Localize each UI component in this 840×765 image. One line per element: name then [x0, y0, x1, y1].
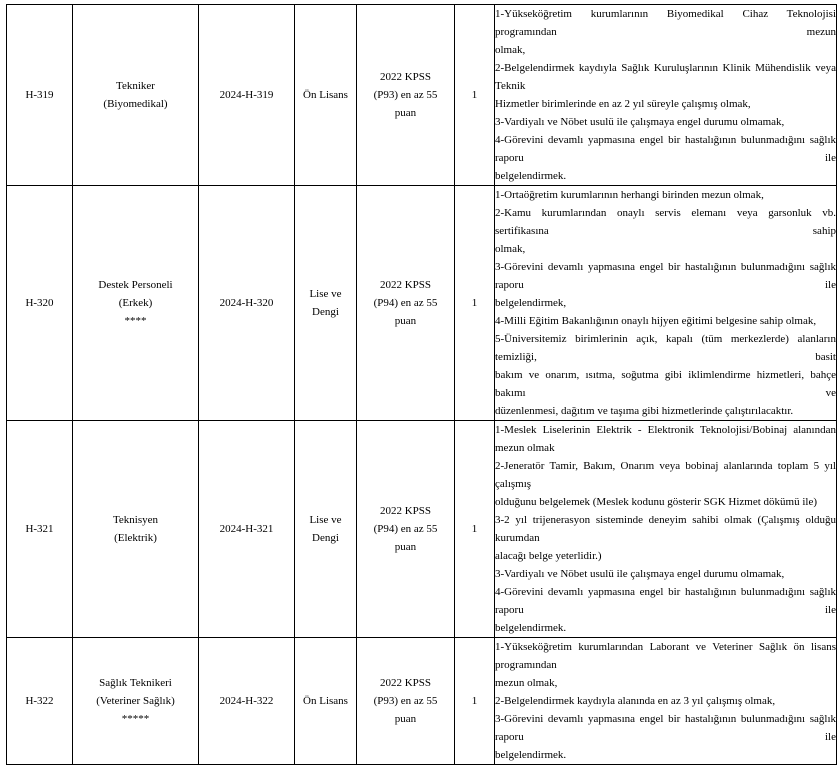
position-title: [73, 421, 199, 638]
position-note-stars: *****: [121, 713, 150, 725]
education-level-text: Ön Lisans: [303, 695, 348, 707]
requirement-line: belgelendirmek.: [495, 622, 567, 634]
requirement-line: mezun olmak,: [495, 677, 558, 689]
requirement-line: belgelendirmek,: [495, 297, 567, 309]
requirement-line: belgelendirmek.: [495, 170, 567, 182]
requirements: [495, 421, 837, 638]
kpss-line: puan: [394, 713, 417, 725]
reference-number: [199, 421, 295, 638]
requirement-line: belgelendirmek.: [495, 749, 567, 761]
kpss-line: puan: [394, 541, 417, 553]
reference-number: [199, 186, 295, 421]
position-title-line: Teknisyen: [112, 514, 159, 526]
education-level: [295, 638, 357, 765]
kpss-line: (P93) en az 55: [373, 695, 438, 707]
kpss-line: puan: [394, 315, 417, 327]
quota-count-text: 1: [471, 297, 478, 309]
kpss-line: 2022 KPSS: [379, 279, 432, 291]
quota-count: [455, 186, 495, 421]
requirement-line: Hizmetler birimlerinde en az 2 yıl süreyle çalışmış olmak,: [495, 98, 751, 110]
requirement-line: 2-Belgelendirmek kaydıyla Sağlık Kuruluşlarının Klinik Mühendislik veya Teknik: [495, 62, 836, 92]
requirements: [495, 638, 837, 765]
requirement-line: 4-Milli Eğitim Bakanlığının onaylı hijyen eğitimi belgesine sahip olmak,: [495, 315, 817, 327]
quota-count-text: 1: [471, 695, 478, 707]
position-title-line: Sağlık Teknikeri: [99, 677, 172, 689]
kpss-line: 2022 KPSS: [379, 71, 432, 83]
position-code-text: H-322: [25, 695, 54, 707]
requirement-line: 5-Üniversitemiz birimlerinin açık, kapalı (tüm merkezlerde) alanların temizliği, basit: [495, 333, 836, 363]
position-title-line: (Biyomedikal): [103, 98, 168, 110]
position-title: [73, 186, 199, 421]
kpss-line: (P93) en az 55: [373, 89, 438, 101]
kpss-line: (P94) en az 55: [373, 523, 438, 535]
position-title-line: Destek Personeli: [98, 279, 173, 291]
requirement-line: 1-Yükseköğretim kurumlarından Laborant ve Veteriner Sağlık ön lisans programından: [495, 641, 836, 671]
position-code: [7, 421, 73, 638]
table-row: [7, 638, 837, 765]
requirement-line: 3-Vardiyalı ve Nöbet usulü ile çalışmaya engel durumu olmamak,: [495, 116, 785, 128]
quota-count: [455, 638, 495, 765]
kpss-requirement: [357, 421, 455, 638]
education-level: [295, 421, 357, 638]
education-level-text: Ön Lisans: [303, 89, 348, 101]
kpss-requirement: [357, 638, 455, 765]
kpss-requirement: [357, 186, 455, 421]
position-title-line: (Elektrik): [114, 532, 157, 544]
requirements: [495, 186, 837, 421]
requirement-line: 4-Görevini devamlı yapmasına engel bir hastalığının bulunmadığını sağlık raporu ile: [495, 134, 836, 164]
requirement-line: alacağı belge yeterlidir.): [495, 550, 602, 562]
table-row: [7, 186, 837, 421]
requirement-line: 1-Meslek Liselerinin Elektrik - Elektronik Teknolojisi/Bobinaj alanından mezun olmak: [495, 424, 836, 454]
education-level: [295, 186, 357, 421]
requirement-line: düzenlenmesi, dağıtım ve taşıma gibi hizmetlerinde çalıştırılacaktır.: [495, 405, 794, 417]
reference-number-text: 2024-H-320: [219, 297, 274, 309]
requirement-line: 4-Görevini devamlı yapmasına engel bir hastalığının bulunmadığını sağlık raporu ile: [495, 586, 836, 616]
requirement-line: 2-Jeneratör Tamir, Bakım, Onarım veya bobinaj alanlarında toplam 5 yıl çalışmış: [495, 460, 836, 490]
kpss-line: (P94) en az 55: [373, 297, 438, 309]
requirement-line: 2-Kamu kurumlarından onaylı servis elemanı veya garsonluk vb. sertifikasına sahip: [495, 207, 836, 237]
requirement-line: olmak,: [495, 243, 526, 255]
requirement-line: olmak,: [495, 44, 526, 56]
quota-count: [455, 5, 495, 186]
reference-number: [199, 638, 295, 765]
quota-count: [455, 421, 495, 638]
position-title-line: Tekniker: [116, 80, 155, 92]
requirement-line: 1-Ortaöğretim kurumlarının herhangi birinden mezun olmak,: [495, 189, 764, 201]
kpss-line: 2022 KPSS: [379, 677, 432, 689]
table-row: [7, 5, 837, 186]
positions-table: [6, 4, 837, 765]
quota-count-text: 1: [471, 523, 478, 535]
reference-number-text: 2024-H-322: [219, 695, 274, 707]
requirement-line: 2-Belgelendirmek kaydıyla alanında en az 3 yıl çalışmış olmak,: [495, 695, 776, 707]
kpss-line: puan: [394, 107, 417, 119]
position-title: [73, 638, 199, 765]
position-title-line: (Veteriner Sağlık): [96, 695, 175, 707]
education-level-text: Lise ve Dengi: [309, 514, 342, 544]
position-code-text: H-321: [25, 523, 54, 535]
reference-number-text: 2024-H-319: [219, 89, 274, 101]
position-code: [7, 638, 73, 765]
requirement-line: 3-2 yıl trijenerasyon sisteminde deneyim sahibi olmak (Çalışmış olduğu kurumdan: [495, 514, 836, 544]
kpss-requirement: [357, 5, 455, 186]
education-level-text: Lise ve Dengi: [309, 288, 342, 318]
position-code: [7, 186, 73, 421]
reference-number-text: 2024-H-321: [219, 523, 274, 535]
requirements: [495, 5, 837, 186]
requirement-line: 3-Görevini devamlı yapmasına engel bir hastalığının bulunmadığını sağlık raporu ile: [495, 261, 836, 291]
requirement-line: bakım ve onarım, ısıtma, soğutma gibi iklimlendirme hizmetleri, bahçe bakımı ve: [495, 369, 836, 399]
position-code-text: H-320: [25, 297, 54, 309]
position-title: [73, 5, 199, 186]
position-note-stars: ****: [124, 315, 147, 327]
reference-number: [199, 5, 295, 186]
quota-count-text: 1: [471, 89, 478, 101]
requirement-line: 3-Vardiyalı ve Nöbet usulü ile çalışmaya engel durumu olmamak,: [495, 568, 785, 580]
kpss-line: 2022 KPSS: [379, 505, 432, 517]
requirement-line: 3-Görevini devamlı yapmasına engel bir hastalığının bulunmadığını sağlık raporu ile: [495, 713, 836, 743]
position-code-text: H-319: [25, 89, 54, 101]
requirement-line: olduğunu belgelemek (Meslek kodunu gösterir SGK Hizmet dökümü ile): [495, 496, 817, 508]
table-row: [7, 421, 837, 638]
position-title-line: (Erkek): [118, 297, 153, 309]
requirement-line: 1-Yükseköğretim kurumlarının Biyomedikal Cihaz Teknolojisi programından mezun: [495, 8, 836, 38]
position-code: [7, 5, 73, 186]
education-level: [295, 5, 357, 186]
